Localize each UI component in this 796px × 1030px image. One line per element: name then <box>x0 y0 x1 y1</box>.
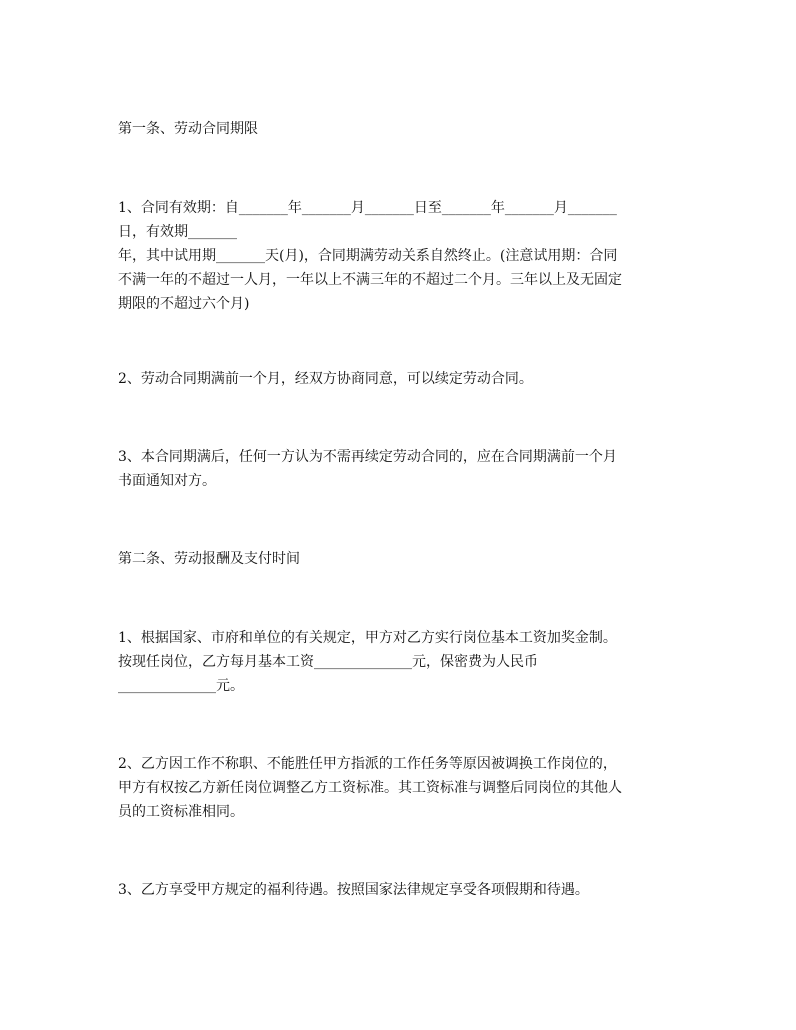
clause-2-1-line-3: ______________元。 <box>118 678 244 694</box>
clause-1-3-line-2: 书面通知对方。 <box>118 473 216 489</box>
section-2-heading-text: 第二条、劳动报酬及支付时间 <box>118 551 300 567</box>
clause-2-2-line-2: 甲方有权按乙方新任岗位调整乙方工资标准。其工资标准与调整后同岗位的其他人 <box>118 780 622 796</box>
section-1-heading <box>118 117 684 141</box>
clause-2-3-line-1: 3、乙方享受甲方规定的福利待遇。按照国家法律规定享受各项假期和待遇。 <box>118 882 589 898</box>
section-1-heading-text: 第一条、劳动合同期限 <box>118 121 258 137</box>
clause-2-1-line-1: 1、根据国家、市府和单位的有关规定，甲方对乙方实行岗位基本工资加奖金制。 <box>118 630 617 646</box>
clause-2-1 <box>118 626 684 698</box>
clause-1-1-line-4: 不满一年的不超过一人月，一年以上不满三年的不超过二个月。三年以上及无固定 <box>118 272 622 288</box>
clause-1-1-line-2: 日，有效期_______ <box>118 224 237 240</box>
clause-1-2-line-1: 2、劳动合同期满前一个月，经双方协商同意，可以续定劳动合同。 <box>118 371 533 387</box>
clause-1-1 <box>118 196 684 316</box>
clause-2-3 <box>118 878 684 902</box>
clause-2-2-line-1: 2、乙方因工作不称职、不能胜任甲方指派的工作任务等原因被调换工作岗位的， <box>118 756 617 772</box>
clause-1-3-line-1: 3、本合同期满后，任何一方认为不需再续定劳动合同的，应在合同期满前一个月 <box>118 449 617 465</box>
clause-2-2-line-3: 员的工资标准相同。 <box>118 804 244 820</box>
clause-2-1-line-2: 按现任岗位，乙方每月基本工资______________元，保密费为人民币 <box>118 654 538 670</box>
clause-1-3 <box>118 445 684 493</box>
clause-2-2 <box>118 752 684 824</box>
clause-1-1-line-1: 1、合同有效期：自_______年_______月_______日至_______年_______月_______ <box>118 200 617 216</box>
clause-1-1-line-3: 年，其中试用期_______天(月)，合同期满劳动关系自然终止。(注意试用期：合同 <box>118 248 618 264</box>
clause-1-1-line-5: 期限的不超过六个月) <box>118 296 250 312</box>
clause-1-2 <box>118 367 684 391</box>
section-2-heading <box>118 547 684 571</box>
